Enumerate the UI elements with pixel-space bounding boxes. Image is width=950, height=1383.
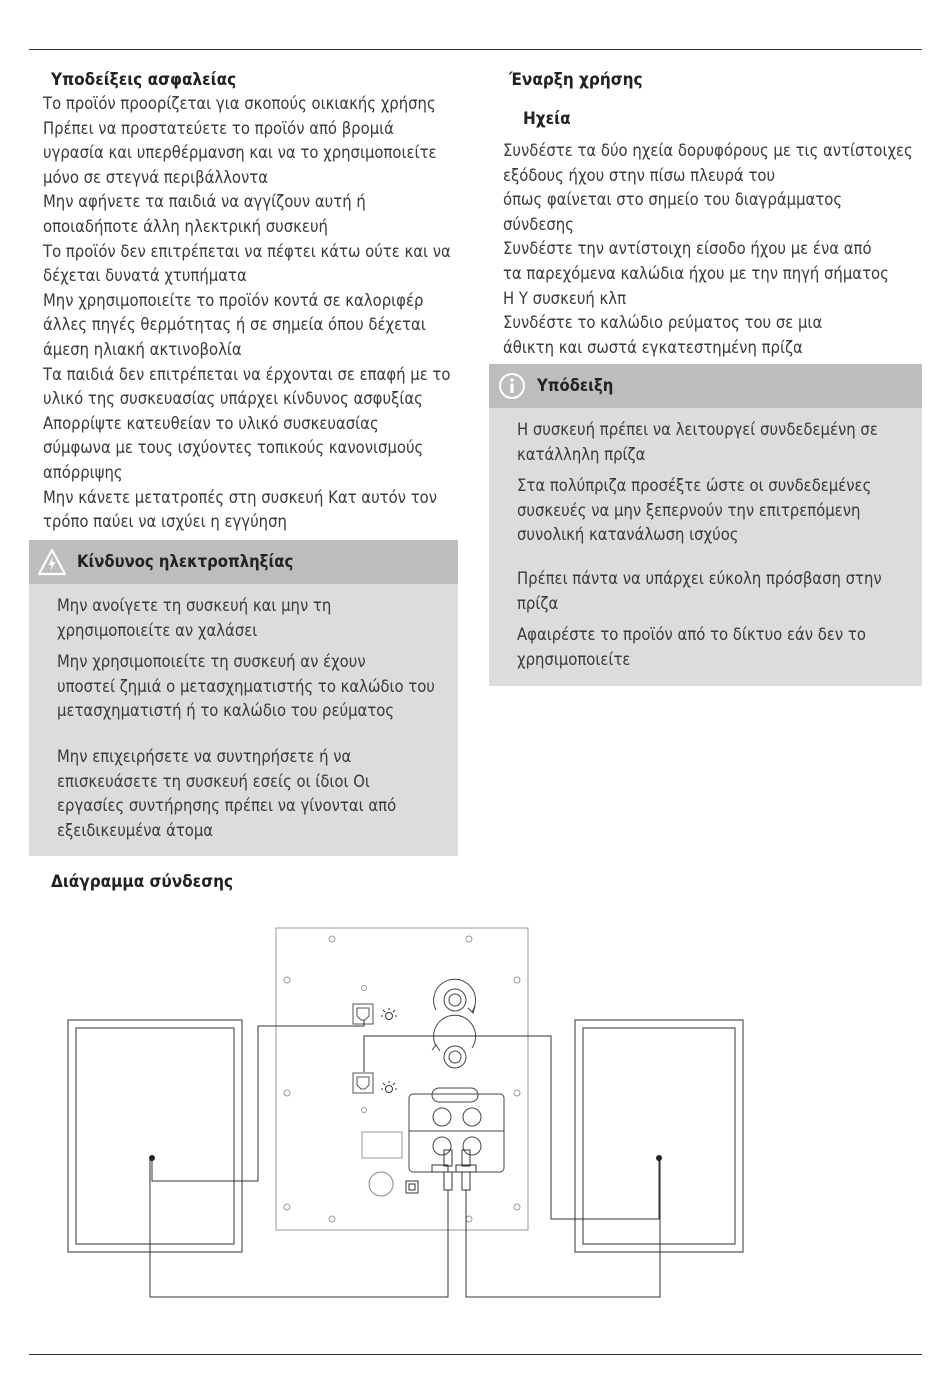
safety-title: Υποδείξεις ασφαλείας — [51, 70, 237, 90]
text-line: Συνδέστε το καλώδιο ρεύματος του σε μια — [503, 313, 823, 333]
bottom-rule — [29, 1354, 922, 1355]
text-line: χρησιμοποιείτε αν χαλάσει — [57, 620, 258, 640]
text-line: μόνο σε στεγνά περιβάλλοντα — [43, 167, 269, 187]
text-line: Στα πολύπριζα προσέξτε ώστε οι συνδεδεμένες — [517, 476, 872, 495]
text-line: μετασχηματιστή ή το καλώδιο του ρεύματος — [57, 701, 395, 721]
optical-input-bottom — [353, 1073, 373, 1093]
text-line: Αφαιρέστε το προϊόν από το δίκτυο εάν δεν το — [517, 625, 866, 644]
rca-plugs — [432, 1150, 476, 1190]
text-line: Συνδέστε τα δύο ηχεία δορυφόρους με τις αντίστοιχες — [503, 141, 913, 160]
label-plate — [362, 1132, 402, 1158]
info-icon — [498, 372, 526, 400]
text-line: υγρασία και υπερθέρμανση και να το χρησιμοποιείτε — [43, 143, 437, 163]
text-line: εξόδους ήχου στην πίσω πλευρά του — [503, 165, 776, 185]
danger-item — [57, 594, 331, 643]
right-speaker-terminal — [656, 1155, 662, 1161]
start-title: Έναρξη χρήσης — [509, 70, 643, 90]
top-rule — [29, 49, 922, 50]
right-speaker — [575, 1020, 743, 1252]
speakers-subtitle: Ηχεία — [523, 109, 571, 129]
note-item — [517, 474, 871, 548]
danger-header — [29, 540, 458, 584]
text-line: οποιαδήποτε άλλη ηλεκτρική συσκευή — [43, 216, 328, 236]
text-line: Πρέπει να προστατεύετε το προϊόν από βρομιά — [43, 118, 394, 138]
text-line: χρησιμοποιείτε — [517, 649, 631, 669]
text-line: άλλες πηγές θερμότητας ή σε σημεία όπου δέχεται — [43, 315, 426, 335]
text-line: Το προϊόν προορίζεται για σκοπούς οικιακής χρήσης — [43, 94, 436, 113]
diagram-title: Διάγραμμα σύνδεσης — [51, 872, 234, 892]
double-insulation-icon — [406, 1181, 418, 1193]
text-line: Μην χρησιμοποιείτε το προϊόν κοντά σε καλοριφέρ — [43, 290, 424, 310]
text-line: πρίζα — [517, 593, 559, 613]
subwoofer-panel — [276, 928, 528, 1230]
text-line: Μην κάνετε μετατροπές στη συσκευή Κατ αυτόν τον — [43, 487, 437, 507]
warning-triangle-icon — [37, 548, 67, 576]
text-line: υποστεί ζημιά ο μετασχηματιστής το καλώδιο του — [57, 676, 435, 696]
danger-title: Κίνδυνος ηλεκτροπληξίας — [77, 552, 294, 571]
left-speaker — [68, 1020, 242, 1252]
text-line: συσκευές να μην ξεπερνούν την επιτρεπόμενη — [517, 500, 861, 520]
text-line: τα παρεχόμενα καλώδια ήχου με την πηγή σήματος — [503, 263, 889, 283]
text-line: Η Υ συσκευή κλπ — [503, 288, 627, 308]
start-text — [503, 139, 913, 360]
text-line: Μην ανοίγετε τη συσκευή και μην τη — [57, 596, 332, 615]
optical-input-top — [353, 1004, 373, 1024]
safety-text — [43, 92, 451, 535]
text-line: Πρέπει πάντα να υπάρχει εύκολη πρόσβαση στην — [517, 569, 882, 588]
note-header — [489, 364, 922, 408]
text-line: απόρριψης — [43, 462, 123, 482]
text-line: επισκευάσετε τη συσκευή εσείς οι ίδιοι Οι — [57, 771, 370, 791]
cable-audio-right — [466, 1158, 660, 1297]
left-speaker-terminal — [149, 1155, 155, 1161]
text-line: άμεση ηλιακή ακτινοβολία — [43, 339, 242, 359]
text-line: Το προϊόν δεν επιτρέπεται να πέφτει κάτω ούτε και να — [43, 241, 451, 261]
cable-left-speaker-feed — [152, 1150, 258, 1181]
text-line: Μην χρησιμοποιείτε τη συσκευή αν έχουν — [57, 652, 366, 671]
speaker-output-terminals — [409, 1088, 504, 1172]
text-line: Συνδέστε την αντίστοιχη είσοδο ήχου με ένα από — [503, 239, 872, 259]
text-line: συνολική κατανάλωση ισχύος — [517, 525, 739, 545]
text-line: Τα παιδιά δεν επιτρέπεται να έρχονται σε επαφή με το — [43, 364, 451, 384]
text-line: Απορρίψτε κατευθείαν το υλικό συσκευασίας — [43, 413, 379, 433]
text-line: σύμφωνα με τους ισχύοντες τοπικούς κανονισμούς — [43, 438, 424, 458]
text-line: Μην επιχειρήσετε να συντηρήσετε ή να — [57, 747, 352, 766]
note-item — [517, 623, 866, 672]
text-line: δέχεται δυνατά χτυπήματα — [43, 266, 247, 286]
text-line: υλικό της συσκευασίας υπάρχει κίνδυνος ασφυξίας — [43, 389, 423, 409]
danger-item — [57, 745, 396, 843]
note-title: Υπόδειξη — [537, 376, 614, 395]
volume-knob-bottom-icon — [432, 1015, 476, 1068]
cable-audio-left — [150, 1158, 448, 1297]
note-item — [517, 567, 882, 616]
text-line: Μην αφήνετε τα παιδιά να αγγίζουν αυτή ή — [43, 192, 366, 212]
power-inlet — [369, 1172, 393, 1196]
text-line: άθικτη και σωστά εγκατεστημένη πρίζα — [503, 337, 803, 357]
text-line: εργασίες συντήρησης πρέπει να γίνονται από — [57, 796, 397, 816]
text-line: τρόπο παύει να ισχύει η εγγύηση — [43, 512, 287, 532]
sun-icon-bottom — [381, 1081, 397, 1093]
text-line: εξειδικευμένα άτομα — [57, 820, 214, 840]
note-item — [517, 418, 878, 467]
text-line: σύνδεσης — [503, 214, 574, 234]
text-line: Η συσκευή πρέπει να λειτουργεί συνδεδεμένη σε — [517, 420, 878, 439]
danger-item — [57, 650, 435, 724]
text-line: κατάλληλη πρίζα — [517, 444, 646, 464]
cable-left-speaker — [258, 1020, 364, 1150]
text-line: όπως φαίνεται στο σημείο του διαγράμματος — [503, 190, 843, 210]
sun-icon-top — [381, 1008, 397, 1020]
volume-knob-top-icon — [434, 979, 476, 1013]
cable-right-speaker — [364, 1036, 659, 1219]
